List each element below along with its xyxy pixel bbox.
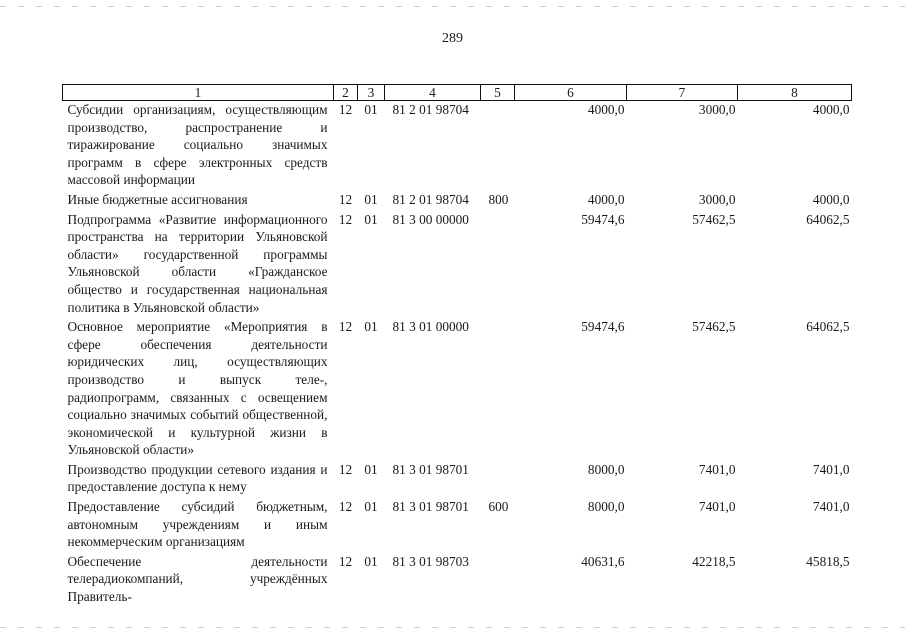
row-value-col7: 57462,5 bbox=[692, 319, 736, 335]
table-row bbox=[63, 498, 852, 553]
row-section: 12 bbox=[338, 461, 353, 477]
row-value-col6: 59474,6 bbox=[581, 319, 625, 335]
row-subsection: 01 bbox=[364, 499, 378, 515]
header-row bbox=[63, 85, 852, 101]
row-value-col8: 64062,5 bbox=[806, 211, 850, 227]
row-subsection: 01 bbox=[364, 461, 378, 477]
row-value-col6: 40631,6 bbox=[581, 553, 625, 569]
row-value-col7: 7401,0 bbox=[698, 499, 736, 515]
row-target-code: 81 2 01 98704 bbox=[392, 191, 469, 207]
row-value-col8: 45818,5 bbox=[806, 553, 850, 569]
page-number: 289 bbox=[442, 31, 463, 46]
table-row bbox=[63, 211, 852, 319]
row-name: Производство продукции сетевого издания и предоставление доступа к нему bbox=[67, 461, 328, 495]
row-section: 12 bbox=[338, 191, 353, 207]
row-expense-type bbox=[481, 211, 515, 319]
row-name: Предоставление субсидий бюджетным, автономным учреждениям и иным некоммерческим организациям bbox=[67, 499, 328, 550]
scan-artifact-top bbox=[0, 6, 905, 7]
header-col-4: 4 bbox=[385, 85, 481, 101]
row-value-col8: 4000,0 bbox=[812, 191, 850, 207]
row-value-col7: 57462,5 bbox=[692, 211, 736, 227]
table-row bbox=[63, 553, 852, 608]
row-value-col6: 4000,0 bbox=[587, 191, 625, 207]
row-target-code: 81 3 01 98703 bbox=[392, 553, 469, 569]
row-section: 12 bbox=[338, 102, 353, 117]
header-col-2: 2 bbox=[334, 85, 358, 101]
row-target-code: 81 3 00 00000 bbox=[392, 211, 469, 227]
header-col-6: 6 bbox=[515, 85, 627, 101]
table-row bbox=[63, 191, 852, 211]
row-section: 12 bbox=[338, 319, 353, 335]
header-col-8: 8 bbox=[738, 85, 852, 101]
scan-artifact-bottom bbox=[0, 627, 905, 628]
row-target-code: 81 3 01 98701 bbox=[392, 499, 469, 515]
row-expense-type bbox=[481, 461, 515, 498]
row-value-col7: 3000,0 bbox=[698, 102, 736, 117]
header-col-7: 7 bbox=[627, 85, 738, 101]
budget-table bbox=[62, 84, 852, 608]
row-value-col6: 8000,0 bbox=[587, 499, 625, 515]
row-name: Обеспечение деятельности телерадиокомпаний, учреждённых Правитель- bbox=[67, 553, 328, 605]
row-value-col6: 59474,6 bbox=[581, 211, 625, 227]
row-section: 12 bbox=[338, 211, 353, 227]
row-value-col6: 8000,0 bbox=[587, 461, 625, 477]
row-target-code: 81 3 01 00000 bbox=[392, 319, 469, 335]
header-col-5: 5 bbox=[481, 85, 515, 101]
row-name: Субсидии организациям, осуществляющим производство, распространение и тиражирование социально значимых программ в сфере электронных средств массовой информации bbox=[67, 102, 328, 188]
table-row bbox=[63, 101, 852, 191]
row-subsection: 01 bbox=[364, 191, 378, 207]
table-row bbox=[63, 461, 852, 498]
row-name: Иные бюджетные ассигнования bbox=[67, 191, 248, 207]
row-expense-type bbox=[481, 101, 515, 191]
header-col-3: 3 bbox=[358, 85, 385, 101]
row-section: 12 bbox=[338, 553, 353, 569]
row-target-code: 81 3 01 98701 bbox=[392, 461, 469, 477]
row-value-col8: 7401,0 bbox=[812, 499, 850, 515]
row-expense-type bbox=[481, 553, 515, 608]
row-subsection: 01 bbox=[364, 553, 378, 569]
row-value-col7: 3000,0 bbox=[698, 191, 736, 207]
row-subsection: 01 bbox=[364, 319, 378, 335]
row-target-code: 81 2 01 98704 bbox=[392, 102, 469, 117]
row-subsection: 01 bbox=[364, 211, 378, 227]
row-section: 12 bbox=[338, 499, 353, 515]
row-value-col8: 64062,5 bbox=[806, 319, 850, 335]
row-subsection: 01 bbox=[364, 102, 378, 117]
row-value-col8: 4000,0 bbox=[812, 102, 850, 117]
row-value-col8: 7401,0 bbox=[812, 461, 850, 477]
row-name: Основное мероприятие «Мероприятия в сфере обеспечения деятельности юридических лиц, осуществляющих производство и выпуск теле-, радиопрограмм, связанных с освещением социально значимых событий общественной, экономической и культурной жизни в Ульяновской области» bbox=[67, 319, 328, 458]
row-expense-type bbox=[481, 318, 515, 461]
row-expense-type: 600 bbox=[488, 499, 509, 515]
header-col-1: 1 bbox=[63, 85, 334, 101]
row-name: Подпрограмма «Развитие информационного пространства на территории Ульяновской области» государственной программы Ульяновской области «Гражданское общество и государственная национальная политика в Ульяновской области» bbox=[67, 211, 328, 315]
row-value-col6: 4000,0 bbox=[587, 102, 625, 117]
table-row bbox=[63, 318, 852, 461]
row-expense-type: 800 bbox=[488, 191, 509, 207]
row-value-col7: 7401,0 bbox=[698, 461, 736, 477]
row-value-col7: 42218,5 bbox=[692, 553, 736, 569]
